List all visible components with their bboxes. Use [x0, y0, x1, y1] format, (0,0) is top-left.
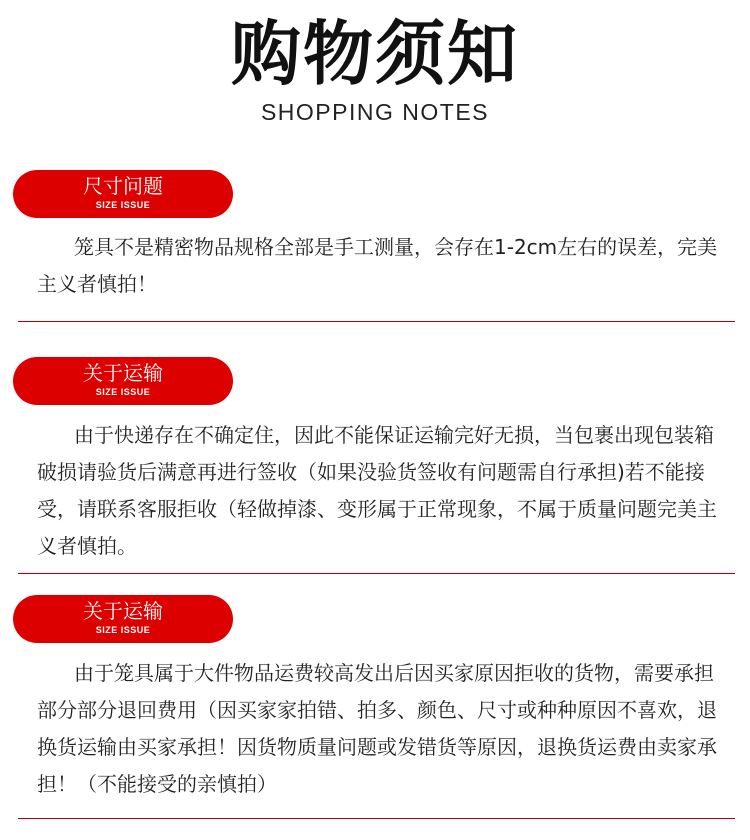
section-divider: [18, 573, 735, 574]
section-label-pill: [13, 170, 233, 218]
section-sublabel: SIZE ISSUE: [95, 625, 151, 635]
section-sublabel: SIZE ISSUE: [95, 387, 151, 397]
section-divider: [18, 818, 735, 819]
section-label: 关于运输: [83, 599, 163, 623]
section-label: 关于运输: [83, 361, 163, 385]
section-body-text: 笼具不是精密物品规格全部是手工测量，会存在1-2cm左右的误差，完美主义者慎拍！: [37, 235, 718, 296]
section-divider: [18, 321, 735, 322]
section-sublabel: SIZE ISSUE: [95, 200, 151, 210]
page-title: 购物须知: [231, 13, 519, 95]
section-body-text: 由于笼具属于大件物品运费较高发出后因买家原因拒收的货物，需要承担部分部分退回费用（因买家家拍错、拍多、颜色、尺寸或种种原因不喜欢，退换货运输由买家承担！因货物质量问题或发错货等原因，退换货运费由卖家承担！（不能接受的亲慎拍）: [37, 661, 717, 796]
section-label: 尺寸问题: [83, 174, 163, 198]
section-body-text: 由于快递存在不确定住，因此不能保证运输完好无损，当包裹出现包装箱破损请验货后满意再进行签收（如果没验货签收有问题需自行承担)若不能接受，请联系客服拒收（轻做掉漆、变形属于正常现象，不属于质量问题完美主义者慎拍。: [37, 423, 717, 558]
section-label-pill: [13, 357, 233, 405]
section-label-pill: [13, 595, 233, 643]
page-subtitle: SHOPPING NOTES: [260, 99, 490, 125]
